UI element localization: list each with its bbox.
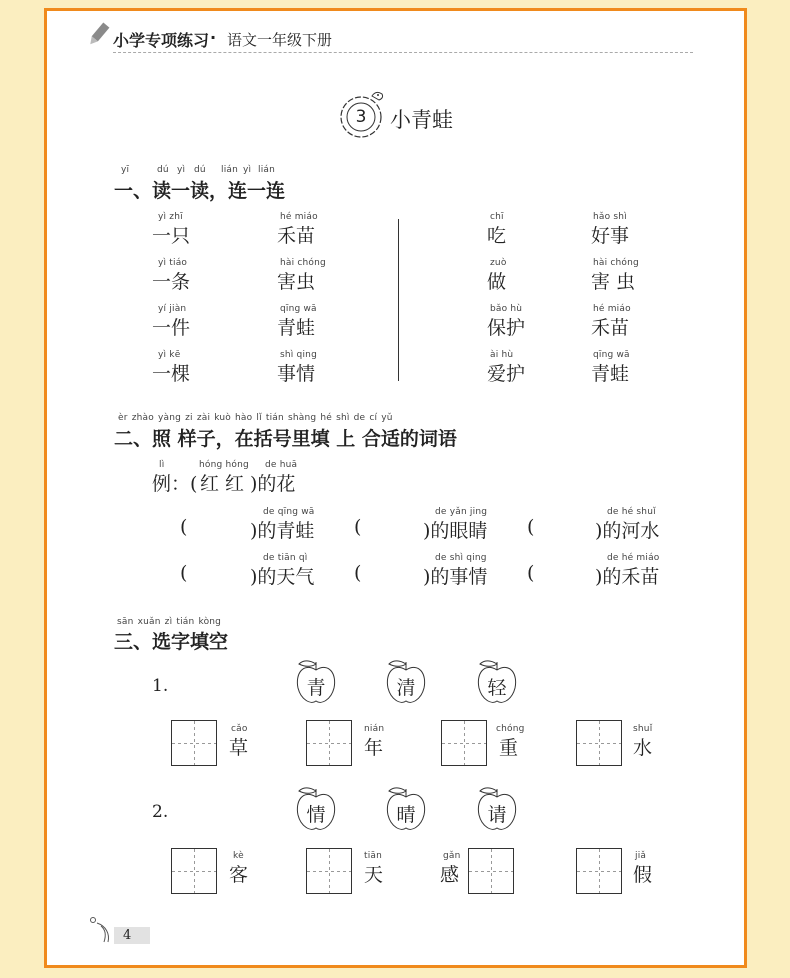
s1-py-4: lián	[221, 165, 239, 175]
s2-item4-py: de shì qing	[435, 553, 487, 563]
writing-grid-box[interactable]	[441, 720, 487, 766]
apple-choice[interactable]	[474, 658, 520, 706]
apple-choice[interactable]	[293, 658, 339, 706]
writing-grid-box[interactable]	[576, 720, 622, 766]
apple-char: 轻	[487, 677, 507, 699]
page-number: 4	[123, 928, 132, 943]
q1-blank3-char: 水	[633, 737, 653, 759]
s3-heading-pinyin: sān xuǎn zì tián kòng	[117, 617, 222, 627]
s1-r1-c-py: zuò	[490, 258, 507, 268]
apple-choice[interactable]	[474, 785, 520, 833]
s1-r2-c: 保护	[487, 317, 526, 339]
example-prefix: 例：(	[152, 473, 198, 495]
paren-open: (	[180, 516, 188, 538]
s1-r3-b: 事情	[277, 363, 316, 385]
apple-char: 请	[487, 804, 507, 826]
s1-r1-d: 害 虫	[591, 271, 636, 293]
apple-char: 清	[396, 677, 416, 699]
s1-r3-b-py: shì qing	[280, 350, 317, 360]
q2-blank0-char: 客	[229, 864, 249, 886]
s1-r1-a-py: yì tiáo	[158, 258, 188, 268]
s1-r0-d-py: hǎo shì	[593, 212, 627, 222]
s2-item0-py: de qīng wā	[263, 507, 315, 517]
apple-choice[interactable]	[383, 658, 429, 706]
s1-r3-d-py: qīng wā	[593, 350, 630, 360]
s1-r1-a: 一条	[152, 271, 191, 293]
s2-item3-py: de tiān qì	[263, 553, 308, 563]
s1-r3-d: 青蛙	[591, 363, 630, 385]
s1-r3-c: 爱护	[487, 363, 526, 385]
apple-char: 情	[306, 804, 326, 826]
s1-r1-b-py: hài chóng	[280, 258, 326, 268]
fill-blank-item[interactable]: )的事情	[423, 566, 488, 588]
paren-open: (	[354, 516, 362, 538]
s1-r0-b: 禾苗	[277, 225, 316, 247]
s1-r3-a: 一棵	[152, 363, 191, 385]
column-divider	[398, 219, 399, 381]
paren-open: (	[354, 562, 362, 584]
s1-r1-d-py: hài chóng	[593, 258, 639, 268]
s2-example-py-li: lì	[159, 460, 165, 470]
s1-py-3: dú	[194, 165, 206, 175]
s1-r0-d: 好事	[591, 225, 630, 247]
s1-r2-b: 青蛙	[277, 317, 316, 339]
header-title: 小学专项练习	[113, 31, 210, 50]
section1-heading: 一、读一读，连一连	[114, 180, 286, 202]
paren-open: (	[527, 516, 535, 538]
writing-grid-box[interactable]	[306, 720, 352, 766]
s1-py-1: dú	[157, 165, 169, 175]
s2-item5-py: de hé miáo	[607, 553, 660, 563]
s2-heading-pinyin: èr zhào yàng zi zài kuò hào lǐ tián shàng hé shì de cí yǔ	[118, 413, 393, 423]
q2-blank2-py: gǎn	[443, 851, 461, 861]
s1-r2-a-py: yí jiàn	[158, 304, 187, 314]
header-subtitle: 语文一年级下册	[227, 31, 333, 49]
q1-blank2-py: chóng	[496, 724, 525, 734]
writing-grid-box[interactable]	[171, 848, 217, 894]
s2-example-py-words: hóng hóng	[199, 460, 249, 470]
swirl-icon	[88, 914, 114, 944]
paren-open: (	[180, 562, 188, 584]
fill-blank-item[interactable]: )的河水	[595, 520, 660, 542]
section3-heading: 三、选字填空	[114, 631, 229, 653]
s1-py-0: yī	[121, 165, 130, 175]
q1-blank1-py: nián	[364, 724, 385, 734]
header-rule	[113, 52, 693, 53]
question-2-label: 2.	[152, 802, 169, 822]
writing-grid-box[interactable]	[576, 848, 622, 894]
apple-char: 晴	[396, 804, 416, 826]
s2-item2-py: de hé shuǐ	[607, 507, 656, 517]
fill-blank-item[interactable]: )的天气	[250, 566, 315, 588]
s1-r3-c-py: ài hù	[490, 350, 514, 360]
fill-blank-item[interactable]: )的禾苗	[595, 566, 660, 588]
s1-r1-c: 做	[487, 271, 507, 293]
lesson-title: 小青蛙	[390, 108, 453, 132]
s1-r2-d: 禾苗	[591, 317, 630, 339]
s1-r0-b-py: hé miáo	[280, 212, 318, 222]
s1-r0-a: 一只	[152, 225, 191, 247]
writing-grid-box[interactable]	[468, 848, 514, 894]
s1-r1-b: 害虫	[277, 271, 316, 293]
q2-blank1-char: 天	[364, 864, 384, 886]
question-1-label: 1.	[152, 676, 169, 696]
apple-choice[interactable]	[383, 785, 429, 833]
q2-blank1-py: tiān	[364, 851, 383, 861]
q1-blank3-py: shuǐ	[633, 724, 653, 734]
s1-r0-a-py: yì zhī	[158, 212, 183, 222]
header-dot: ·	[210, 28, 217, 47]
s1-py-5: yì	[243, 165, 252, 175]
s1-r0-c-py: chī	[490, 212, 504, 222]
q2-blank0-py: kè	[233, 851, 244, 861]
example-suffix: )的花	[250, 473, 296, 495]
s1-py-6: lián	[258, 165, 276, 175]
s1-py-2: yì	[177, 165, 186, 175]
paren-open: (	[527, 562, 535, 584]
q1-blank0-char: 草	[229, 737, 249, 759]
s1-r2-c-py: bǎo hù	[490, 304, 523, 314]
s1-r3-a-py: yì kē	[158, 350, 181, 360]
writing-grid-box[interactable]	[171, 720, 217, 766]
q2-blank3-py: jiǎ	[635, 851, 647, 861]
q1-blank0-py: cǎo	[231, 724, 248, 734]
q1-blank2-char: 重	[499, 737, 519, 759]
s2-item1-py: de yǎn jing	[435, 507, 488, 517]
lesson-number: 3	[355, 107, 367, 127]
writing-grid-box[interactable]	[306, 848, 352, 894]
s1-r2-a: 一件	[152, 317, 191, 339]
s1-r2-b-py: qīng wā	[280, 304, 317, 314]
fill-blank-item[interactable]: )的青蛙	[250, 520, 315, 542]
page-number-tab	[114, 927, 150, 944]
apple-char: 青	[306, 677, 326, 699]
section2-heading: 二、照 样子，在括号里填 上 合适的词语	[114, 428, 457, 450]
pencil-icon	[86, 22, 110, 48]
s1-r2-d-py: hé miáo	[593, 304, 631, 314]
q2-blank2-char: 感	[440, 864, 460, 886]
example-word: 红 红	[200, 473, 245, 495]
s1-r0-c: 吃	[487, 225, 507, 247]
q1-blank1-char: 年	[364, 737, 384, 759]
fill-blank-item[interactable]: )的眼睛	[423, 520, 488, 542]
q2-blank3-char: 假	[633, 864, 653, 886]
s2-example-py-de: de huā	[265, 460, 298, 470]
apple-choice[interactable]	[293, 785, 339, 833]
